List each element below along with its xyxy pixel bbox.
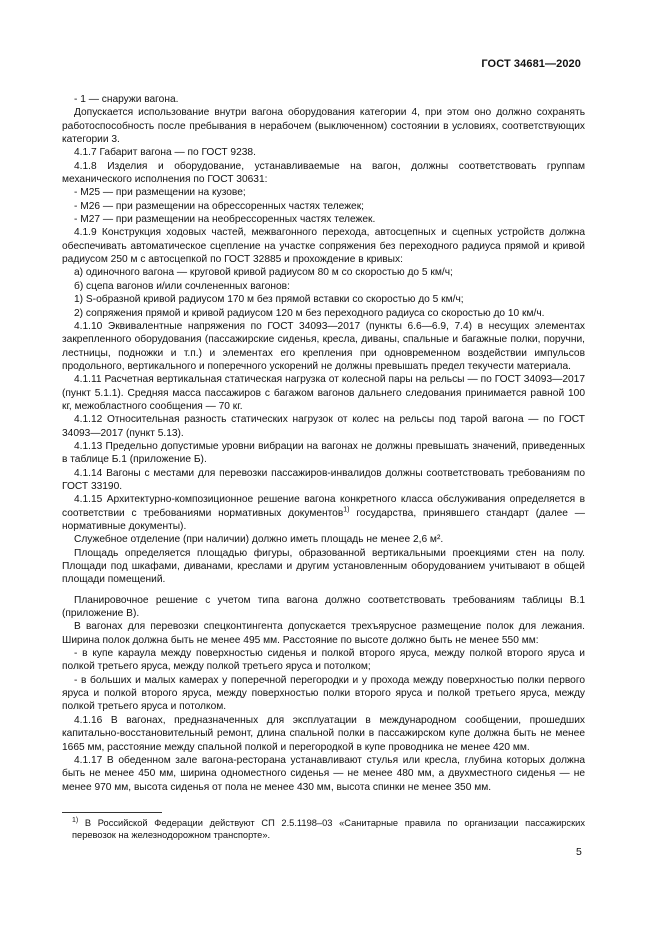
paragraph-text: 4.1.15 Архитектурно-композиционное решение вагона конкретного класса обслуживания определяется в соответствии с требованиями нормативных документов	[62, 494, 585, 519]
list-item: - М25 — при размещении на кузове;	[74, 187, 246, 199]
paragraph: 4.1.7 Габарит вагона — по ГОСТ 9238.	[74, 147, 256, 159]
paragraph: Служебное отделение (при наличии) должно иметь площадь не менее 2,6 м².	[74, 534, 444, 546]
paragraph: 4.1.12 Относительная разность статических нагрузок от колес на рельсы под тарой вагона — по ГОСТ 34093—2017 (пункт 5.13).	[62, 414, 585, 439]
list-item: 2) сопряжения прямой и кривой радиусом 120 м без переходного радиуса со скоростью до 10 км/ч.	[74, 307, 545, 319]
list-item: - в больших и малых камерах у поперечной перегородки и у прохода между поверхностью полки первого яруса и полкой второго яруса, между поверхностью полки второго яруса и полкой третьего яруса, между полкой третьего яруса и потолком.	[62, 674, 585, 713]
paragraph: Планировочное решение с учетом типа вагона должно соответствовать требованиям таблицы В.1 (приложение В).	[62, 594, 585, 620]
footnote-text: В Российской Федерации действуют СП 2.5.1198–03 «Санитарные правила по организации пассажирских перевозок на железнодорожном транспорте».	[72, 818, 585, 841]
page-body	[62, 93, 585, 794]
list-item: - М26 — при размещении на обрессоренных частях тележек;	[74, 200, 364, 212]
page-number: 5	[576, 846, 582, 858]
paragraph	[62, 493, 585, 533]
list-item: б) сцепа вагонов и/или сочлененных вагонов:	[74, 280, 290, 292]
paragraph: 4.1.16 В вагонах, предназначенных для эксплуатации в международном сообщении, прошедших капитально-восстановительный ремонт, длина спальной полки в пассажирском купе должна быть не менее 1665 мм, расстояние между спальной полкой и перегородкой в купе проводника не менее 420 мм.	[62, 714, 585, 753]
list-item: - М27 — при размещении на необрессоренных частях тележек.	[74, 214, 376, 226]
paragraph: 4.1.10 Эквивалентные напряжения по ГОСТ 34093—2017 (пункты 6.6—6.9, 7.4) в несущих элементах закрепленного оборудования (пассажирские сиденья, кресла, диваны, спальные и багажные полки, поручни, лестницы, подножки и т.п.) и элементах его крепления при одновременном воздействии импульсов продольного, вертикального и поперечного ускорений не должны превышать предел текучести материала.	[62, 320, 585, 372]
footnote	[62, 817, 585, 841]
paragraph: 4.1.17 В обеденном зале вагона-ресторана устанавливают стулья или кресла, глубина которых должна быть не менее 450 мм, ширина одноместного сиденья — не менее 480 мм, а двухместного сиденья — не менее 970 мм, высота сиденья от пола не менее 430 мм, высота спинки не менее 350 мм.	[62, 754, 585, 793]
footnote-separator	[62, 812, 162, 813]
paragraph: 4.1.13 Предельно допустимые уровни вибрации на вагонах не должны превышать значений, приведенных в таблице Б.1 (приложение Б).	[62, 440, 585, 466]
running-header: ГОСТ 34681—2020	[481, 58, 581, 70]
paragraph: В вагонах для перевозки спецконтингента допускается трехъярусное размещение полок для лежания. Ширина полок должна быть не менее 495 мм. Расстояние по высоте должно быть не менее 550 мм:	[62, 621, 585, 646]
paragraph: Площадь определяется площадью фигуры, образованной вертикальными проекциями стен на полу. Площади под шкафами, диванами, креслами и другим установленным оборудованием учитывают в общей площади помещений.	[62, 547, 585, 586]
paragraph: - 1 — снаружи вагона.	[74, 94, 179, 105]
paragraph: Допускается использование внутри вагона оборудования категории 4, при этом оно должно сохранять работоспособность после пребывания в нерабочем (выключенном) состоянии в условиях, соответствующих категории 3.	[62, 107, 585, 146]
paragraph: 4.1.8 Изделия и оборудование, устанавливаемые на вагон, должны соответствовать группам механического исполнения по ГОСТ 30631:	[62, 160, 585, 186]
list-item: 1) S-образной кривой радиусом 170 м без прямой вставки со скоростью до 5 км/ч;	[74, 294, 464, 306]
footnote-body	[62, 817, 585, 841]
paragraph: 4.1.11 Расчетная вертикальная статическая нагрузка от колесной пары на рельсы — по ГОСТ 34093—2017 (пункт 5.1.1). Средняя масса пассажиров с багажом вагонов дальнего следования принимается равной 100 кг, межобластного сообщения — 70 кг.	[62, 374, 585, 412]
footnote-marker: 1)	[72, 816, 79, 824]
spacer	[62, 587, 585, 594]
paragraph: 4.1.14 Вагоны с местами для перевозки пассажиров-инвалидов должны соответствовать требованиям по ГОСТ 33190.	[62, 467, 585, 492]
list-item: - в купе караула между поверхностью сиденья и полкой второго яруса, между полкой второго яруса и полкой третьего яруса, между полкой третьего яруса и потолком;	[62, 648, 585, 673]
paragraph-text: государства, принявшего стандарт (далее — нормативные документы).	[62, 507, 585, 532]
list-item: а) одиночного вагона — круговой кривой радиусом 80 м со скоростью до 5 км/ч;	[74, 267, 453, 279]
paragraph: 4.1.9 Конструкция ходовых частей, межвагонного перехода, автосцепных и сцепных устройств должна обеспечивать автоматическое сцепление на участке сопряжения без переходного радиуса прямой и кривой радиусом 250 м с автосцепкой по ГОСТ 32885 и прохождение в кривых:	[62, 227, 585, 266]
footnote-ref: 1)	[343, 506, 350, 514]
